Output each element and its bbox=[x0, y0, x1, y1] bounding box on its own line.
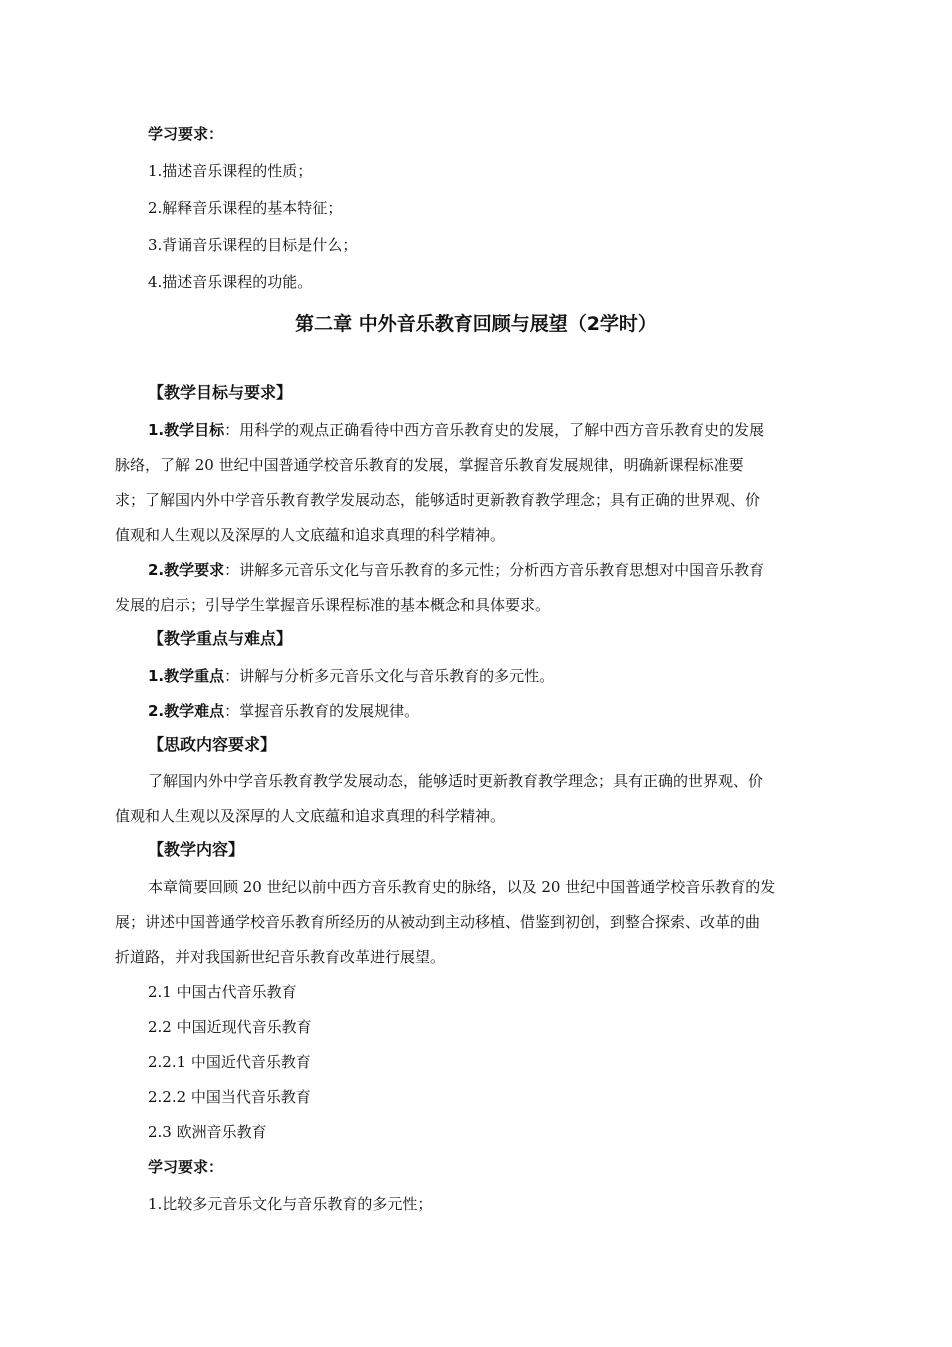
list-item: 1.描述音乐课程的性质； bbox=[148, 162, 313, 180]
toc-item: 2.2.1 中国近代音乐教育 bbox=[148, 1053, 311, 1071]
content-heading: 【教学内容】 bbox=[148, 840, 245, 859]
goal-paragraph-line: 脉络，了解 20 世纪中国普通学校音乐教育的发展，掌握音乐教育发展规律，明确新课程标准要 bbox=[115, 456, 744, 474]
goal-paragraph-line bbox=[148, 420, 764, 440]
req-text: ：讲解多元音乐文化与音乐教育的多元性；分析西方音乐教育思想对中国音乐教育 bbox=[224, 561, 765, 579]
difficulty-line bbox=[148, 701, 419, 721]
ideology-paragraph-line: 了解国内外中学音乐教育教学发展动态，能够适时更新教育教学理念；具有正确的世界观、价 bbox=[148, 772, 764, 790]
list-item: 4.描述音乐课程的功能。 bbox=[148, 273, 313, 291]
key-points-heading: 【教学重点与难点】 bbox=[148, 629, 293, 648]
goal-paragraph-line: 求；了解国内外中学音乐教育教学发展动态，能够适时更新教育教学理念；具有正确的世界观、价 bbox=[115, 491, 761, 509]
content-paragraph-line: 折道路，并对我国新世纪音乐教育改革进行展望。 bbox=[115, 948, 446, 966]
content-paragraph-line: 本章简要回顾 20 世纪以前中西方音乐教育史的脉络，以及 20 世纪中国普通学校音乐教育的发 bbox=[148, 878, 776, 896]
focus-label: 1.教学重点 bbox=[148, 667, 225, 685]
goal-paragraph-line: 值观和人生观以及深厚的人文底蕴和追求真理的科学精神。 bbox=[115, 526, 506, 544]
focus-text: ：讲解与分析多元音乐文化与音乐教育的多元性。 bbox=[224, 667, 555, 685]
focus-line bbox=[148, 666, 554, 686]
toc-item: 2.1 中国古代音乐教育 bbox=[148, 983, 297, 1001]
goal-label: 1.教学目标 bbox=[148, 421, 225, 439]
difficulty-label: 2.教学难点 bbox=[148, 702, 225, 720]
list-item: 3.背诵音乐课程的目标是什么； bbox=[148, 236, 358, 254]
objectives-heading: 【教学目标与要求】 bbox=[148, 383, 293, 402]
learning-requirements-heading: 学习要求： bbox=[148, 125, 224, 143]
req-paragraph-line bbox=[148, 560, 764, 580]
ideology-heading: 【思政内容要求】 bbox=[148, 735, 277, 754]
toc-item: 2.2 中国近现代音乐教育 bbox=[148, 1018, 312, 1036]
difficulty-text: ：掌握音乐教育的发展规律。 bbox=[224, 702, 420, 720]
list-item: 2.解释音乐课程的基本特征； bbox=[148, 199, 343, 217]
learning-requirements-heading: 学习要求： bbox=[148, 1158, 224, 1176]
content-paragraph-line: 展；讲述中国普通学校音乐教育所经历的从被动到主动移植、借鉴到初创，到整合探索、改革的曲 bbox=[115, 913, 761, 931]
req-paragraph-line: 发展的启示；引导学生掌握音乐课程标准的基本概念和具体要求。 bbox=[115, 596, 551, 614]
chapter-title: 第二章 中外音乐教育回顾与展望（2学时） bbox=[295, 313, 657, 335]
goal-text: ：用科学的观点正确看待中西方音乐教育史的发展，了解中西方音乐教育史的发展 bbox=[224, 421, 765, 439]
toc-item: 2.3 欧洲音乐教育 bbox=[148, 1123, 267, 1141]
toc-item: 2.2.2 中国当代音乐教育 bbox=[148, 1088, 311, 1106]
ideology-paragraph-line: 值观和人生观以及深厚的人文底蕴和追求真理的科学精神。 bbox=[115, 807, 506, 825]
list-item: 1.比较多元音乐文化与音乐教育的多元性； bbox=[148, 1195, 433, 1213]
req-label: 2.教学要求 bbox=[148, 561, 225, 579]
